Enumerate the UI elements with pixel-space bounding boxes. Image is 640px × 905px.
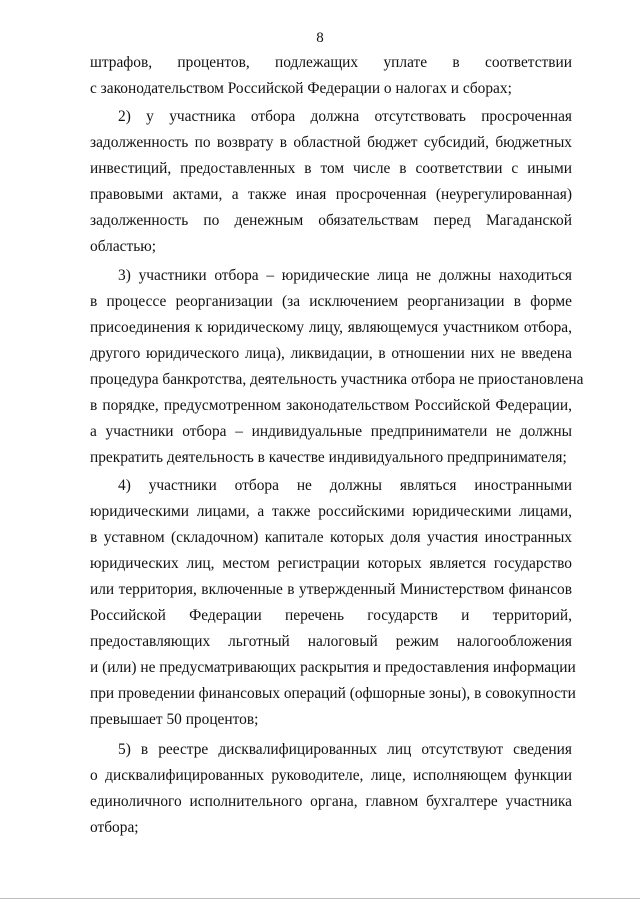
- text-line: с законодательством Российской Федерации о налогах и сборах;: [90, 80, 512, 97]
- text-line: задолженность по денежным обязательствам перед Магаданской: [90, 212, 572, 229]
- text-line: правовыми актами, а также иная просроченная (неурегулированная): [90, 186, 572, 203]
- text-line: 2) у участника отбора должна отсутствовать просроченная: [118, 108, 572, 125]
- text-line: а участники отбора – индивидуальные предприниматели не должны: [90, 423, 572, 440]
- text-line: юридических лиц, местом регистрации которых является государство: [90, 555, 572, 572]
- text-line: 4) участники отбора не должны являться иностранными: [118, 477, 572, 494]
- text-line: юридическими лицами, а также российскими юридическими лицами,: [90, 503, 572, 520]
- text-line: 5) в реестре дисквалифицированных лиц отсутствуют сведения: [118, 741, 572, 758]
- text-line: инвестиций, предоставленных в том числе в соответствии с иными: [90, 160, 572, 177]
- text-line: в уставном (складочном) капитале которых доля участия иностранных: [90, 529, 572, 546]
- text-line: отбора;: [90, 819, 139, 836]
- text-line: присоединения к юридическому лицу, являющемуся участником отбора,: [90, 319, 572, 336]
- text-line: задолженность по возврату в областной бюджет субсидий, бюджетных: [90, 134, 572, 151]
- text-line: процедура банкротства, деятельность участника отбора не приостановлена: [90, 371, 584, 388]
- text-line: в процессе реорганизации (за исключением реорганизации в форме: [90, 293, 572, 310]
- text-line: прекратить деятельность в качестве индивидуального предпринимателя;: [90, 449, 567, 466]
- page-bottom-edge: [0, 898, 640, 899]
- text-line: или территория, включенные в утвержденный Министерством финансов: [90, 581, 572, 598]
- text-line: штрафов, процентов, подлежащих уплате в соответствии: [90, 54, 572, 71]
- text-line: Российской Федерации перечень государств и территорий,: [90, 607, 572, 624]
- paragraph-3: [90, 263, 584, 471]
- paragraph-4: [90, 473, 576, 733]
- text-line: 3) участники отбора – юридические лица не должны находиться: [118, 267, 572, 284]
- text-line: и (или) не предусматривающих раскрытия и предоставления информации: [90, 659, 576, 676]
- text-line: о дисквалифицированных руководителе, лице, исполняющем функции: [90, 767, 572, 784]
- text-line: предоставляющих льготный налоговый режим налогообложения: [90, 633, 572, 650]
- text-line: областью;: [90, 238, 157, 255]
- paragraph-2: [90, 104, 572, 260]
- text-line: другого юридического лица), ликвидации, в отношении них не введена: [90, 345, 572, 362]
- text-line: при проведении финансовых операций (офшорные зоны), в совокупности: [90, 685, 576, 702]
- text-line: превышает 50 процентов;: [90, 711, 259, 728]
- paragraph-5: [90, 737, 572, 841]
- page-number: 8: [316, 30, 324, 46]
- paragraph-1: [90, 50, 572, 102]
- text-line: единоличного исполнительного органа, главном бухгалтере участника: [90, 793, 572, 810]
- text-line: в порядке, предусмотренном законодательством Российской Федерации,: [90, 397, 572, 414]
- document-body: [90, 50, 584, 841]
